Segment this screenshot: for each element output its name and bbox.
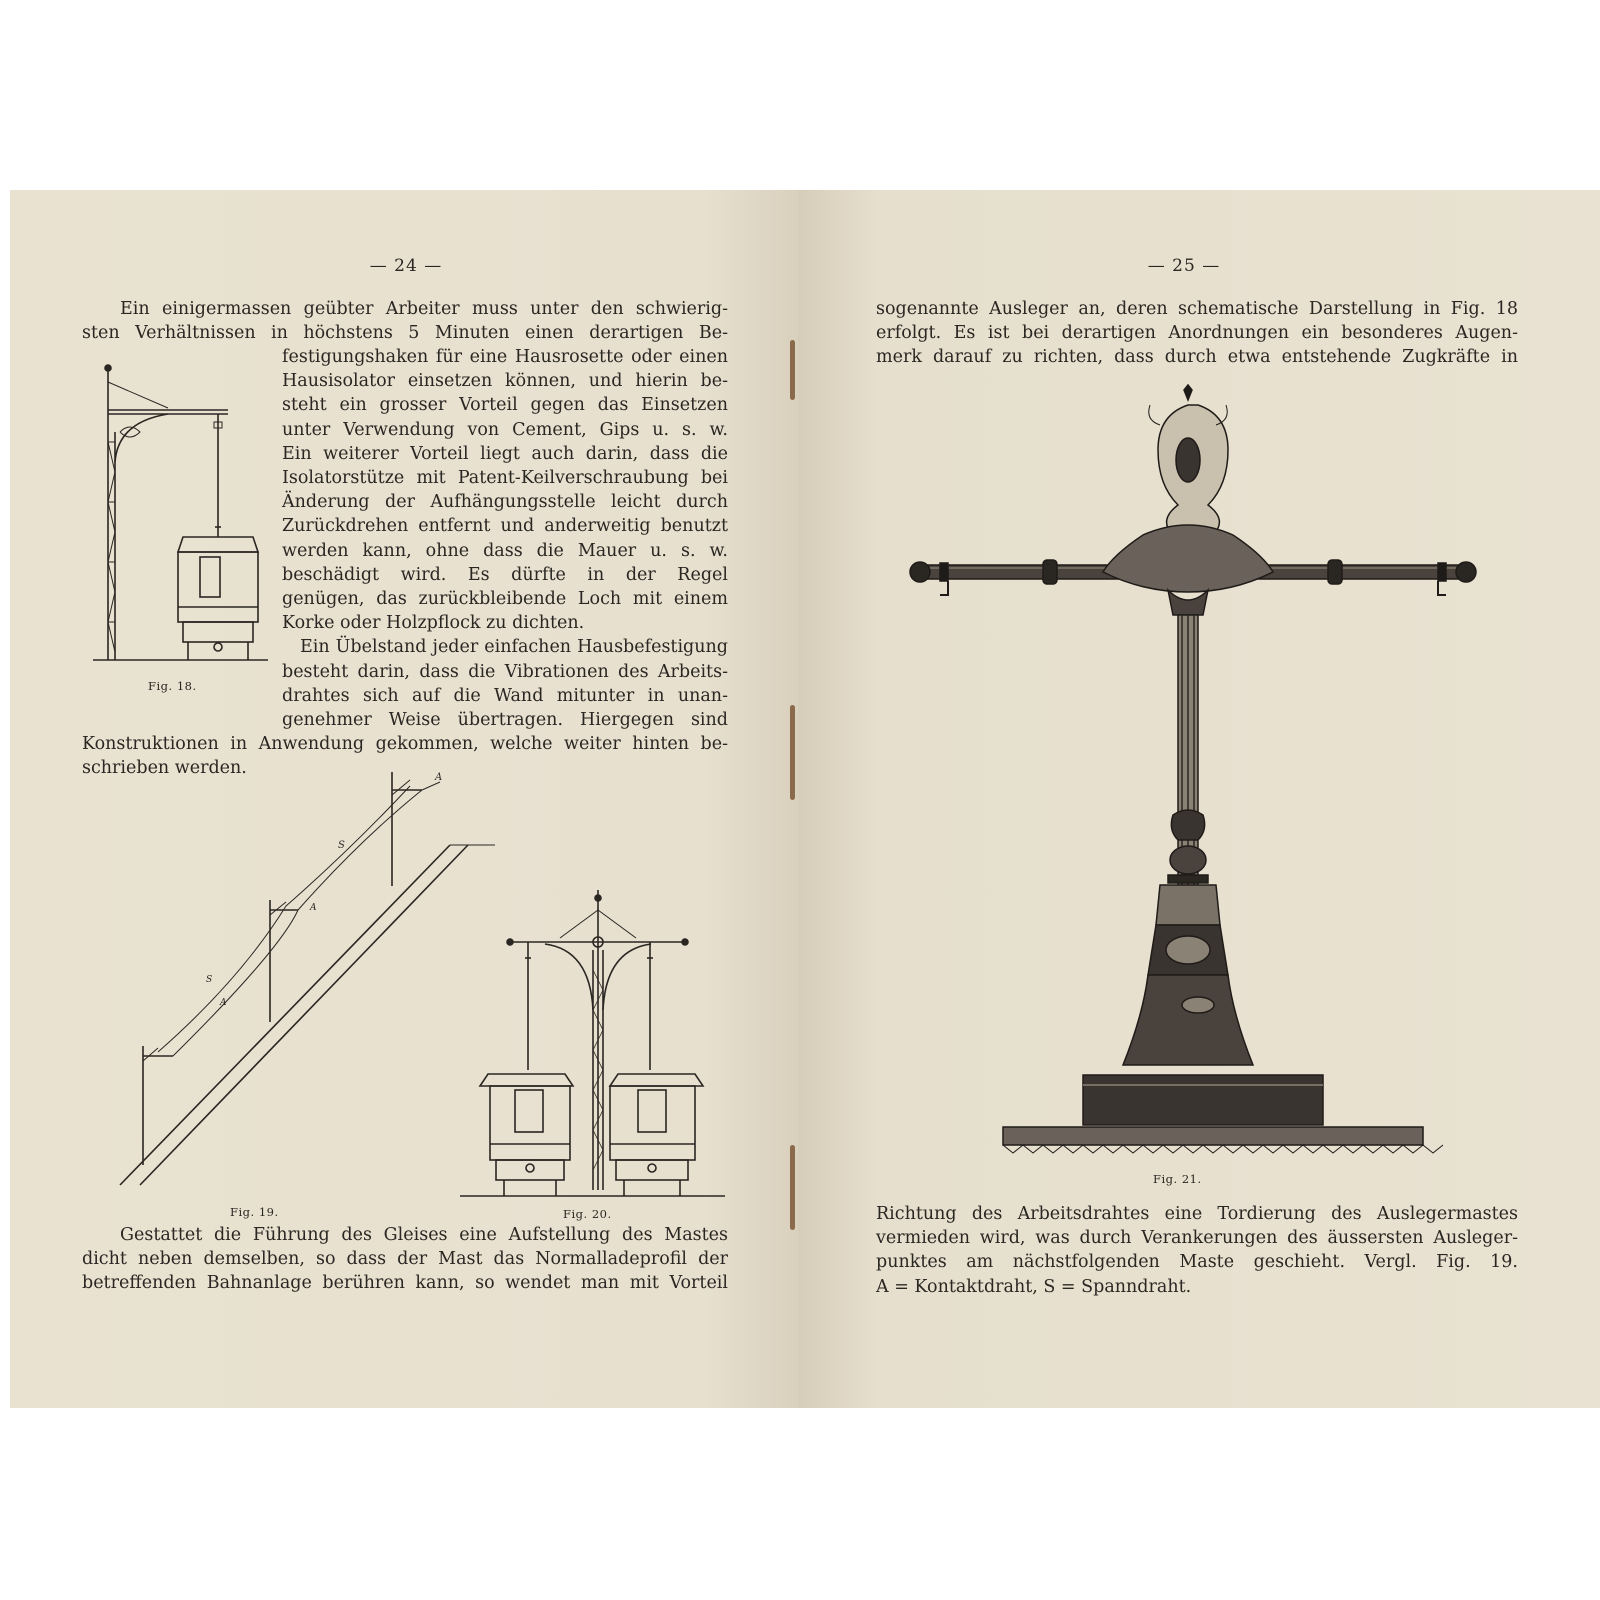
text-line: Änderung der Aufhängungsstelle leicht durch xyxy=(282,492,728,513)
text-line: merk darauf zu richten, dass durch etwa entstehende Zugkräfte in xyxy=(876,347,1518,368)
right-page xyxy=(798,190,1600,1408)
fig19-label-s2: S xyxy=(206,975,213,985)
text-line: Korke oder Holzpflock zu dichten. xyxy=(282,613,585,634)
book-spread xyxy=(10,190,1600,1408)
right-paragraph-bottom xyxy=(876,1202,1518,1299)
page-number-left: — 24 — xyxy=(369,256,443,276)
legend-line: A = Kontaktdraht, S = Spanndraht. xyxy=(876,1276,1192,1297)
page-number-right: — 25 — xyxy=(1147,256,1221,276)
text-line: sogenannte Ausleger an, deren schematische Darstellung in Fig. 18 xyxy=(876,299,1518,319)
text-line: Richtung des Arbeitsdrahtes eine Tordierung des Auslegermastes xyxy=(876,1204,1518,1224)
text-line: werden kann, ohne dass die Mauer u. s. w. xyxy=(282,540,728,561)
text-line: festigungshaken für eine Hausrosette oder einen xyxy=(282,347,728,367)
fig19-label-s: S xyxy=(338,840,345,851)
text-line: Zurückdrehen entfernt und anderweitig benutzt xyxy=(282,516,728,537)
staple-bottom xyxy=(790,1145,795,1230)
text-line: Isolatorstütze mit Patent-Keilverschraubung bei xyxy=(282,468,728,489)
text-line: punktes am nächstfolgenden Maste geschieht. Vergl. Fig. 19. xyxy=(876,1252,1518,1273)
figure-19-caption: Fig. 19. xyxy=(230,1205,279,1219)
text-line: genehmer Weise übertragen. Hiergegen sind xyxy=(282,710,728,731)
text-line: vermieden wird, was durch Verankerungen des äussersten Ausleger- xyxy=(876,1228,1518,1249)
text-line: Konstruktionen in Anwendung gekommen, welche weiter hinten be- xyxy=(82,734,728,754)
paragraph-1-top xyxy=(82,297,728,345)
text-line: Gestattet die Führung des Gleises eine Aufstellung des Mastes xyxy=(120,1225,728,1245)
fig19-label-a2: A xyxy=(310,903,317,913)
text-line: dicht neben demselben, so dass der Mast das Normalladeprofil der xyxy=(82,1249,728,1270)
figure-21-illustration xyxy=(898,385,1498,1175)
figure-21-caption: Fig. 21. xyxy=(1153,1172,1202,1186)
text-line: besteht darin, dass die Vibrationen des Arbeits- xyxy=(282,661,728,682)
text-line: erfolgt. Es ist bei derartigen Anordnungen ein besonderes Augen- xyxy=(876,323,1518,344)
staple-middle xyxy=(790,705,795,800)
text-line: beschädigt wird. Es dürfte in der Regel xyxy=(282,564,728,585)
paragraph-3 xyxy=(82,1223,728,1296)
text-line: genügen, das zurückbleibende Loch mit einem xyxy=(282,589,728,610)
text-line: Ein einigermassen geübter Arbeiter muss unter den schwierig- xyxy=(120,299,728,319)
text-line: Hausisolator einsetzen können, und hierin be- xyxy=(282,371,728,392)
left-page xyxy=(10,190,798,1408)
text-line: drahtes sich auf die Wand mitunter in unan- xyxy=(282,685,728,706)
text-line: steht ein grosser Vorteil gegen das Einsetzen xyxy=(282,395,728,416)
figure-19-illustration xyxy=(110,760,510,1190)
figure-20-illustration xyxy=(460,890,725,1200)
right-paragraph-top xyxy=(876,297,1518,370)
text-line: betreffenden Bahnanlage berühren kann, so wendet man mit Vorteil xyxy=(82,1273,728,1294)
figure-20-caption: Fig. 20. xyxy=(563,1207,612,1221)
fig19-label-a3: A xyxy=(220,998,227,1008)
text-line: Ein Übelstand jeder einfachen Hausbefestigung xyxy=(300,637,728,658)
fig19-label-a: A xyxy=(435,772,443,783)
text-line: unter Verwendung von Cement, Gips u. s. w. xyxy=(282,419,728,440)
text-line: Ein weiterer Vorteil liegt auch darin, dass die xyxy=(282,443,728,464)
text-line: sten Verhältnissen in höchstens 5 Minuten einen derartigen Be- xyxy=(82,323,728,344)
figure-18-illustration xyxy=(88,362,268,672)
text-line: schrieben werden. xyxy=(82,758,247,779)
paragraph-1-wrap xyxy=(282,345,728,732)
staple-top xyxy=(790,340,795,400)
figure-18-caption: Fig. 18. xyxy=(148,679,197,693)
